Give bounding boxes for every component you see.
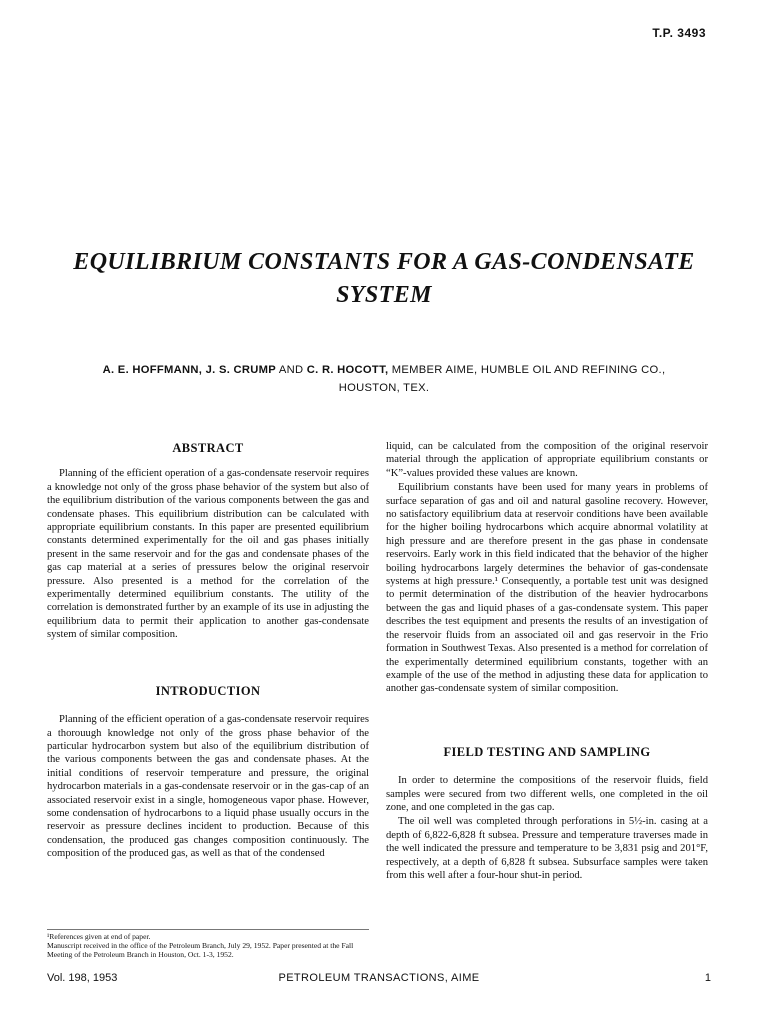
abstract-heading: ABSTRACT: [172, 441, 244, 455]
title-line-1: EQUILIBRIUM CONSTANTS FOR A GAS-CONDENSATE: [73, 249, 695, 275]
introduction-paragraph-1-continued: liquid, can be calculated from the composition of the original reservoir material through the application of appropriate equilibrium constants or “K”-values provided these values are known.: [386, 441, 708, 479]
page-number: 1: [704, 972, 711, 984]
paper-title: [40, 246, 728, 312]
author-block: [40, 361, 728, 397]
author-and: AND: [276, 364, 307, 376]
footnote-manuscript: Manuscript received in the office of the Petroleum Branch, July 29, 1952. Paper presented at the Fall Meeting of the Petroleum Branch in Houston, Oct. 1-3, 1952.: [47, 941, 354, 959]
field-testing-heading: FIELD TESTING AND SAMPLING: [443, 744, 651, 759]
footer-volume: Vol. 198, 1953: [47, 972, 118, 984]
footer-journal: PETROLEUM TRANSACTIONS, AIME: [278, 972, 480, 984]
author-affiliation: MEMBER AIME, HUMBLE OIL AND REFINING CO.,: [388, 364, 666, 376]
footnote-references: ¹References given at end of paper.: [47, 932, 151, 941]
right-column: [386, 440, 708, 883]
author-names: A. E. HOFFMANN, J. S. CRUMP: [102, 364, 277, 376]
title-line-2: SYSTEM: [336, 282, 432, 308]
field-testing-paragraph-2: The oil well was completed through perforations in 5½-in. casing at a depth of 6,822-6,828 ft subsea. Pressure and temperature traverses made in the well indicated the pressure and temperature to be 3,831 psig and 201°F, respectively, at a depth of 6,828 ft subsea. Subsurface samples were taken from this well after a four-hour shut-in period.: [386, 816, 708, 881]
page-footer: [47, 970, 711, 986]
footnotes: [47, 929, 369, 959]
abstract-text: Planning of the efficient operation of a gas-condensate reservoir requires a knowledge not only of the gross phase behavior of the system but also of the equilibrium distribution of the various components between the gas and condensate phases. This equilibrium distribution can be calculated with appropriate equilibrium constants. In this paper are presented equilibrium constants determined experimentally for the oil and gas phases initially present in the same reservoir and for the gas and condensate phases of the gas cap material at a series of pressures below the original reservoir pressure. Also presented is a method for the correlation of the experimentally determined equilibrium constants. The utility of the correlation is demonstrated further by an example of its use in adjusting the equilibrium data to permit their application to another gas-condensate system of similar composition.: [47, 468, 369, 641]
author-location: HOUSTON, TEX.: [338, 382, 430, 394]
tp-number: T.P. 3493: [652, 26, 706, 40]
left-column: [47, 440, 369, 862]
introduction-paragraph-1: Planning of the efficient operation of a gas-condensate reservoir requires a thorouugh knowledge not only of the gross phase behavior of the particular hydrocarbon system but also of the equilibrium distribution of the various components between the gas and condensate phases. At the initial conditions of reservoir temperature and pressure, the original hydrocarbon materials in a gas-condensate reservoir or in the gas-cap of an associated reservoir exist in a single, homogeneous vapor phase. However, some condensation of hydrocarbons to a liquid phase usually occurs in the reservoir as pressure declines incident to production. Because of this condensation, the produced gas changes composition continuously. The composition of the produced gas, as well as that of the condensed: [47, 714, 369, 860]
introduction-heading: INTRODUCTION: [155, 683, 261, 698]
introduction-paragraph-2: Equilibrium constants have been used for many years in problems of surface separation of gas and oil and natural gasoline recovery. However, no satisfactory equilibrium data at reservoir conditions have been available for the higher boiling hydrocarbons which acquire abnormal volatility at high pressure and are therefore present in the gas phase in condensate reservoirs. Early work in this field indicated that the behavior of the higher boiling hydrocarbons largely determines the behavior of gas-condensate systems at high pressure.¹ Consequently, a portable test unit was designed to permit determination of the distribution of the heavier hydrocarbons between the gas and liquid phases of a gas-condensate system. This paper describes the test equipment and presents the results of an investigation of the reservoir fluids from an associated oil and gas reservoir in the Frio formation in Southwest Texas. Also presented is a method for correlation of the experimentally determined equilibrium constants, together with an example of the use of the method in adjusting these data for application to another gas-condensate system of similar composition.: [386, 482, 708, 695]
field-testing-paragraph-1: In order to determine the compositions of the reservoir fluids, field samples were secured from two different wells, one completed in the oil zone, and one completed in the gas cap.: [386, 775, 708, 813]
author-line-1: [40, 361, 728, 379]
author-last: C. R. HOCOTT,: [306, 364, 389, 376]
